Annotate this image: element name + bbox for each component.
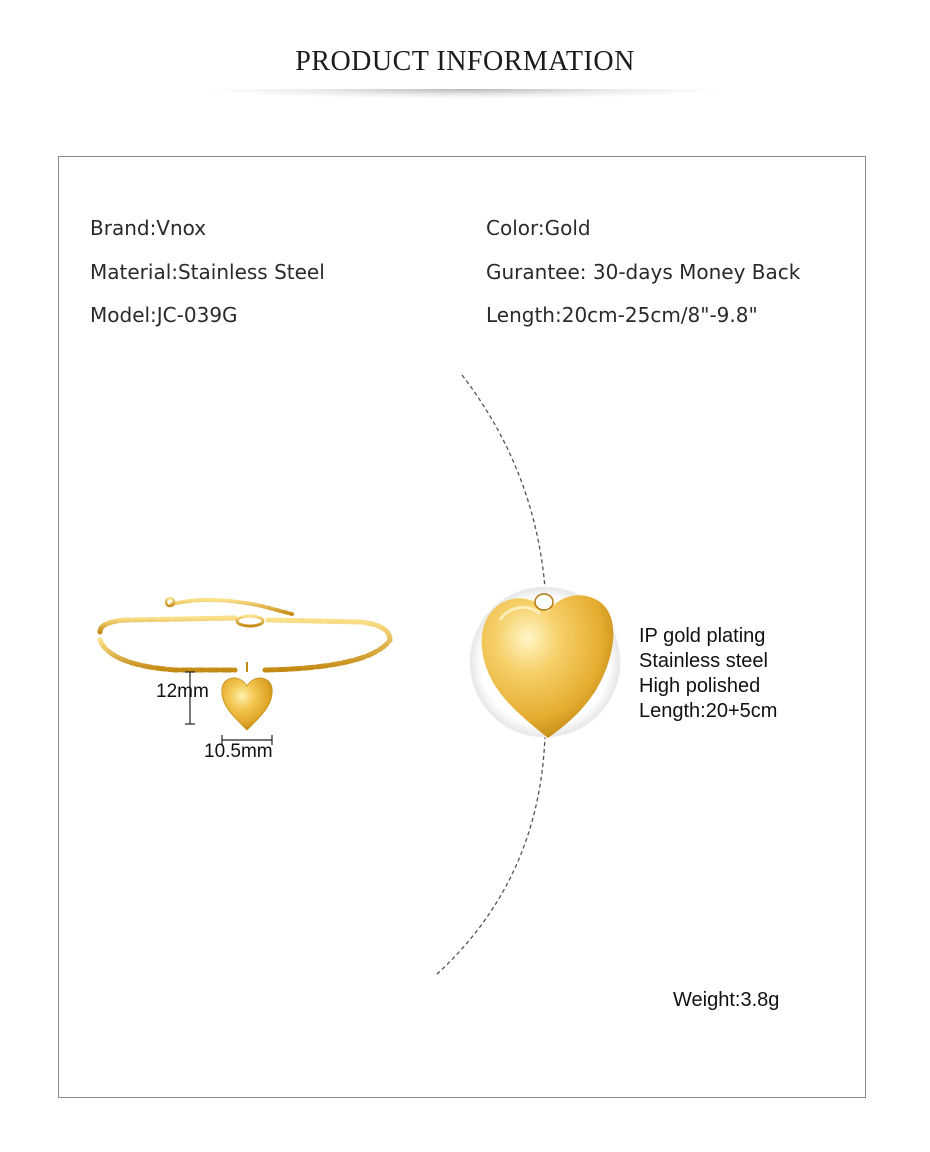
spec-guarantee: Gurantee: 30-days Money Back bbox=[486, 260, 801, 284]
dashed-arc-lower bbox=[436, 735, 545, 975]
spec-material: Material:Stainless Steel bbox=[90, 260, 325, 284]
dimension-height-label: 12mm bbox=[156, 681, 209, 702]
small-heart-pendant bbox=[222, 678, 272, 730]
dimension-width-label: 10.5mm bbox=[204, 741, 273, 762]
feature-material: Stainless steel bbox=[639, 650, 768, 672]
dashed-arc-upper bbox=[462, 375, 545, 588]
feature-plating: IP gold plating bbox=[639, 625, 766, 647]
feature-finish: High polished bbox=[639, 675, 761, 697]
pendant-bail-hole bbox=[535, 594, 553, 610]
bracelet-chain bbox=[100, 598, 390, 670]
spec-length: Length:20cm-25cm/8"-9.8" bbox=[486, 303, 758, 327]
weight-label: Weight:3.8g bbox=[673, 989, 780, 1011]
spec-color: Color:Gold bbox=[486, 216, 591, 240]
feature-length: Length:20+5cm bbox=[639, 700, 778, 722]
spec-brand: Brand:Vnox bbox=[90, 216, 207, 240]
spec-model: Model:JC-039G bbox=[90, 303, 238, 327]
page-title: PRODUCT INFORMATION bbox=[295, 46, 635, 77]
feature-callout bbox=[639, 624, 777, 724]
